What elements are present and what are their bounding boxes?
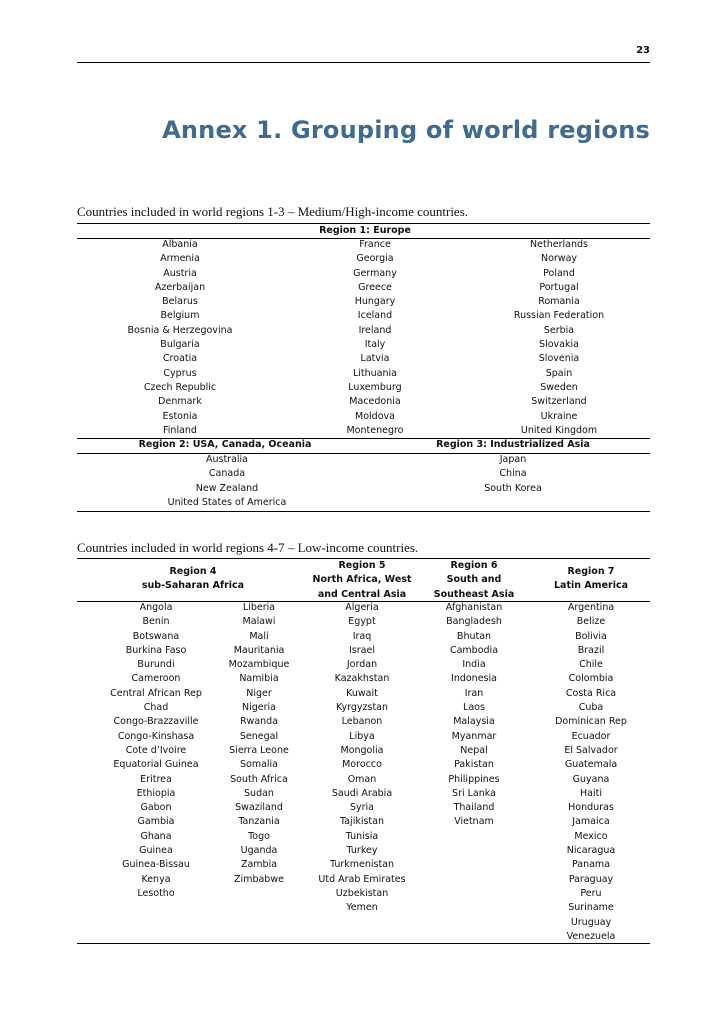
list-item: Guinea-Bissau (122, 859, 190, 871)
list-item: Afghanistan (445, 602, 503, 613)
list-item: Angola (139, 602, 173, 613)
list-item: Turkmenistan (329, 859, 395, 871)
list-item: Slovakia (539, 339, 579, 351)
list-item: Australia (205, 454, 249, 465)
list-item: Sudan (244, 787, 274, 799)
list-item: Portugal (539, 281, 579, 293)
list-item: Montenegro (346, 424, 404, 436)
list-item: Guyana (572, 773, 610, 785)
list-item: Cameroon (131, 673, 181, 685)
list-item: Botswana (132, 630, 180, 642)
list-item: Dominican Rep (555, 716, 627, 728)
list-item: Peru (580, 887, 602, 899)
list-item: Mongolia (340, 744, 384, 756)
list-item: Jamaica (572, 816, 610, 828)
list-item: Honduras (568, 802, 614, 814)
list-item: Norway (540, 253, 578, 265)
list-item: Slovenia (538, 353, 580, 365)
list-item: Latvia (360, 353, 390, 365)
list-item: Equatorial Guinea (113, 759, 199, 771)
list-item: Eritrea (140, 773, 172, 785)
list-item: Bangladesh (446, 616, 502, 628)
list-item: Region 7 (567, 566, 615, 577)
list-item: Niger (246, 687, 272, 699)
list-item: Kuwait (346, 687, 378, 699)
list-item: Tunisia (345, 830, 379, 842)
list-item: Sri Lanka (452, 787, 496, 799)
list-item: Morocco (342, 759, 382, 771)
region5-countries (292, 601, 432, 916)
list-item: Kazakhstan (334, 673, 390, 685)
list-item: Romania (538, 296, 580, 308)
list-item: Bulgaria (160, 339, 200, 351)
list-item: Brazil (577, 644, 605, 656)
region1-header: Region 1: Europe (319, 225, 411, 236)
list-item: Ireland (358, 324, 392, 336)
list-item: Canada (208, 468, 246, 480)
list-item: United Kingdom (520, 424, 598, 436)
list-item: Paraguay (568, 873, 614, 885)
list-item: Indonesia (451, 673, 497, 685)
list-item: Gabon (140, 802, 172, 814)
list-item: Luxemburg (348, 381, 402, 393)
list-item: Sierra Leone (229, 744, 289, 756)
list-item: South Korea (484, 482, 542, 494)
list-item: Egypt (348, 616, 376, 628)
table1-caption: Countries included in world regions 1-3 – Medium/High-income countries. (77, 204, 469, 219)
list-item: Iraq (352, 630, 372, 642)
list-item: Guatemala (564, 759, 618, 771)
list-item: Germany (353, 267, 397, 279)
list-item: Armenia (160, 253, 200, 265)
list-item: Saudi Arabia (331, 787, 393, 799)
list-item: Ethiopia (136, 787, 176, 799)
list-item: Cuba (578, 702, 604, 714)
list-item: Thailand (453, 802, 495, 814)
region7-header (531, 565, 651, 594)
list-item: Namibia (239, 673, 279, 685)
region1-column-2 (300, 238, 450, 438)
list-item: Venezuela (566, 930, 616, 942)
list-item: Utd Arab Emirates (318, 873, 406, 885)
list-item: Albania (162, 239, 198, 250)
list-item: Bosnia & Herzegovina (127, 324, 233, 336)
list-item: Japan (499, 454, 527, 465)
table2-bottom-rule (77, 943, 650, 944)
list-item: Pakistan (454, 759, 494, 771)
list-item: Denmark (158, 396, 202, 408)
list-item: Myanmar (451, 730, 497, 742)
list-item: Azerbaijan (154, 281, 206, 293)
list-item: Suriname (568, 902, 614, 914)
list-item: Latin America (553, 580, 628, 592)
list-item: Spain (545, 367, 573, 379)
list-item: Southeast Asia (433, 588, 515, 600)
region7-countries (531, 601, 651, 944)
list-item: Region 4 (169, 566, 217, 577)
region2-header: Region 2: USA, Canada, Oceania (138, 439, 312, 450)
region2-countries (152, 453, 302, 510)
list-item: Gambia (137, 816, 175, 828)
list-item: Guinea (139, 845, 173, 857)
list-item: Somalia (239, 759, 279, 771)
list-item: Argentina (567, 602, 615, 613)
list-item: Zambia (240, 859, 278, 871)
list-item: Region 6 (450, 560, 498, 571)
list-item: sub-Saharan Africa (141, 580, 245, 592)
list-item: United States of America (167, 496, 287, 508)
list-item: Georgia (356, 253, 394, 265)
list-item: Belgium (160, 310, 200, 322)
list-item: Cambodia (449, 644, 499, 656)
list-item: El Salvador (564, 744, 618, 756)
region4-header (118, 565, 268, 594)
list-item: Israel (349, 644, 375, 656)
list-item: Russian Federation (513, 310, 605, 322)
list-item: Cyprus (163, 367, 197, 379)
list-item: Jordan (346, 659, 378, 671)
list-item: Uganda (240, 845, 278, 857)
region5-header (292, 559, 432, 602)
region6-header (419, 559, 529, 602)
list-item: Colombia (568, 673, 614, 685)
list-item: Mali (249, 630, 269, 642)
list-item: Bhutan (456, 630, 492, 642)
list-item: Estonia (162, 410, 198, 422)
list-item: and Central Asia (317, 588, 407, 600)
list-item: Netherlands (530, 239, 588, 250)
list-item: Italy (364, 339, 386, 351)
list-item: Burundi (137, 659, 175, 671)
list-item: Panama (571, 859, 611, 871)
list-item: Chad (143, 702, 169, 714)
list-item: Uruguay (570, 916, 612, 928)
list-item: Zimbabwe (234, 873, 284, 885)
header-rule (77, 62, 650, 63)
list-item: Swaziland (235, 802, 283, 814)
list-item: New Zealand (195, 482, 259, 494)
list-item: Hungary (354, 296, 396, 308)
list-item: North Africa, West (312, 574, 412, 586)
list-item: Ghana (140, 830, 172, 842)
list-item: Austria (163, 267, 197, 279)
list-item: Macedonia (349, 396, 401, 408)
list-item: Nepal (460, 744, 488, 756)
region6-countries (419, 601, 529, 830)
list-item: Malawi (242, 616, 276, 628)
list-item: Lebanon (341, 716, 383, 728)
list-item: Nicaragua (566, 845, 616, 857)
list-item: Finland (163, 424, 197, 436)
list-item: Lithuania (352, 367, 397, 379)
list-item: Lesotho (137, 887, 175, 899)
list-item: Turkey (346, 845, 378, 857)
region3-countries (438, 453, 588, 496)
region1-column-1 (105, 238, 255, 438)
list-item: Region 5 (338, 560, 386, 571)
list-item: Kenya (141, 873, 171, 885)
region1-column-3 (484, 238, 634, 438)
list-item: Belize (576, 616, 606, 628)
list-item: Togo (248, 830, 270, 842)
list-item: Uzbekistan (335, 887, 389, 899)
list-item: Serbia (543, 324, 575, 336)
list-item: France (359, 239, 391, 250)
list-item: South Africa (230, 773, 288, 785)
list-item: Sweden (540, 381, 578, 393)
list-item: Oman (347, 773, 377, 785)
list-item: Chile (579, 659, 603, 671)
list-item: Iceland (357, 310, 393, 322)
list-item: Ecuador (571, 730, 611, 742)
list-item: Syria (349, 802, 375, 814)
list-item: Mauritania (233, 644, 285, 656)
list-item: Algeria (345, 602, 379, 613)
list-item: Vietnam (454, 816, 494, 828)
list-item: Mozambique (228, 659, 290, 671)
list-item: Bolivia (575, 630, 607, 642)
list-item: Moldova (355, 410, 395, 422)
region3-header: Region 3: Industrialized Asia (436, 439, 590, 450)
list-item: Iran (464, 687, 484, 699)
list-item: Cote d’Ivoire (125, 744, 187, 756)
list-item: Kyrgyzstan (335, 702, 389, 714)
list-item: Czech Republic (143, 381, 217, 393)
list-item: Burkina Faso (125, 644, 187, 656)
list-item: Switzerland (531, 396, 587, 408)
list-item: Senegal (239, 730, 279, 742)
list-item: Yemen (346, 902, 378, 914)
list-item: Laos (463, 702, 485, 714)
page-number: 23 (636, 45, 650, 56)
list-item: Libya (349, 730, 375, 742)
list-item: India (462, 659, 486, 671)
list-item: Greece (358, 281, 392, 293)
page-title: Annex 1. Grouping of world regions (162, 116, 650, 144)
list-item: Congo-Kinshasa (117, 730, 195, 742)
list-item: Costa Rica (565, 687, 617, 699)
table1-bottom-rule (77, 511, 650, 512)
table2-caption: Countries included in world regions 4-7 – Low-income countries. (77, 540, 419, 555)
list-item: Haiti (580, 787, 602, 799)
list-item: Belarus (162, 296, 198, 308)
list-item: Croatia (162, 353, 198, 365)
list-item: Malaysia (453, 716, 495, 728)
list-item: Central African Rep (110, 687, 202, 699)
list-item: Nigeria (242, 702, 276, 714)
list-item: Tanzania (238, 816, 280, 828)
list-item: Philippines (448, 773, 500, 785)
list-item: China (499, 468, 527, 480)
list-item: Mexico (574, 830, 608, 842)
list-item: Ukraine (540, 410, 578, 422)
list-item: Poland (543, 267, 575, 279)
list-item: Benin (142, 616, 170, 628)
list-item: Congo-Brazzaville (113, 716, 199, 728)
list-item: Rwanda (239, 716, 279, 728)
list-item: Liberia (242, 602, 276, 613)
list-item: South and (446, 574, 502, 586)
list-item: Tajikistan (340, 816, 384, 828)
